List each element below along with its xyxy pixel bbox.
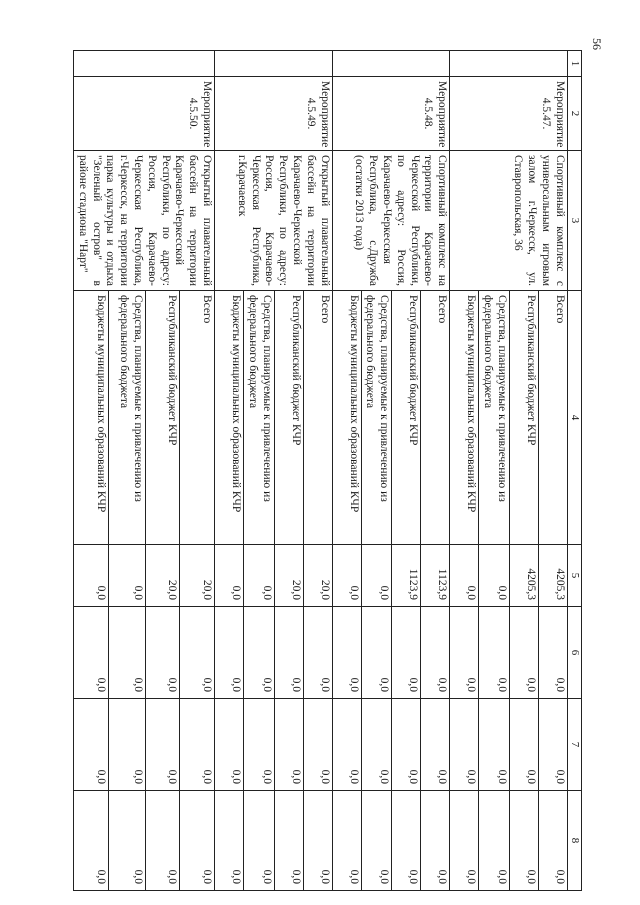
- value-cell: 0,0: [244, 607, 275, 699]
- value-cell: 0,0: [479, 699, 510, 791]
- value-cell: 0,0: [538, 607, 567, 699]
- value-cell: 20,0: [303, 545, 332, 607]
- value-cell: 0,0: [303, 791, 332, 891]
- measure-cell: Мероприятие 4.5.50.: [74, 77, 215, 151]
- value-cell: 0,0: [450, 545, 479, 607]
- value-cell: 0,0: [538, 791, 567, 891]
- value-cell: 0,0: [361, 545, 392, 607]
- value-cell: 0,0: [332, 607, 361, 699]
- value-cell: 0,0: [479, 545, 510, 607]
- value-cell: 0,0: [274, 699, 303, 791]
- source-cell: Средства, планируемые к привлечению из федерального бюджета: [479, 291, 510, 545]
- value-cell: 0,0: [303, 607, 332, 699]
- index-cell: [332, 51, 450, 77]
- index-cell: [450, 51, 568, 77]
- value-cell: 0,0: [244, 699, 275, 791]
- header-row: [567, 51, 581, 891]
- source-cell: Всего: [303, 291, 332, 545]
- value-cell: 0,0: [361, 699, 392, 791]
- value-cell: 4205,3: [538, 545, 567, 607]
- source-cell: Республиканский бюджет КЧР: [509, 291, 538, 545]
- value-cell: 0,0: [74, 545, 109, 607]
- value-cell: 0,0: [421, 699, 450, 791]
- value-cell: 0,0: [180, 607, 215, 699]
- index-cell: [215, 51, 333, 77]
- value-cell: 0,0: [479, 791, 510, 891]
- value-cell: 0,0: [450, 699, 479, 791]
- table-row: [538, 51, 567, 891]
- value-cell: 0,0: [392, 607, 421, 699]
- source-cell: Средства, планируемые к привлечению из федерального бюджета: [361, 291, 392, 545]
- value-cell: 0,0: [145, 699, 180, 791]
- value-cell: 0,0: [392, 791, 421, 891]
- value-cell: 0,0: [421, 607, 450, 699]
- value-cell: 1123,9: [392, 545, 421, 607]
- table-row: [180, 51, 215, 891]
- source-cell: Бюджеты муниципальных образований КЧР: [332, 291, 361, 545]
- header-cell: 1: [567, 51, 581, 77]
- value-cell: 0,0: [215, 791, 244, 891]
- value-cell: 0,0: [509, 791, 538, 891]
- source-cell: Республиканский бюджет КЧР: [274, 291, 303, 545]
- value-cell: 1123,9: [421, 545, 450, 607]
- value-cell: 0,0: [180, 791, 215, 891]
- value-cell: 0,0: [421, 791, 450, 891]
- value-cell: 0,0: [479, 607, 510, 699]
- value-cell: 0,0: [108, 545, 145, 607]
- value-cell: 0,0: [274, 607, 303, 699]
- value-cell: 0,0: [274, 791, 303, 891]
- measure-cell: Мероприятие 4.5.47.: [450, 77, 568, 151]
- table-row: [303, 51, 332, 891]
- measure-cell: Мероприятие 4.5.48.: [332, 77, 450, 151]
- page-number: 56: [590, 38, 604, 50]
- value-cell: 0,0: [392, 699, 421, 791]
- value-cell: 0,0: [538, 699, 567, 791]
- value-cell: 20,0: [145, 545, 180, 607]
- value-cell: 0,0: [361, 607, 392, 699]
- value-cell: 0,0: [332, 545, 361, 607]
- value-cell: 20,0: [180, 545, 215, 607]
- value-cell: 20,0: [274, 545, 303, 607]
- source-cell: Всего: [421, 291, 450, 545]
- value-cell: 0,0: [303, 699, 332, 791]
- source-cell: Средства, планируемые к привлечению из федерального бюджета: [108, 291, 145, 545]
- source-cell: Бюджеты муниципальных образований КЧР: [450, 291, 479, 545]
- value-cell: 0,0: [509, 607, 538, 699]
- source-cell: Бюджеты муниципальных образований КЧР: [215, 291, 244, 545]
- value-cell: 0,0: [450, 607, 479, 699]
- source-cell: Республиканский бюджет КЧР: [392, 291, 421, 545]
- header-cell: 2: [567, 77, 581, 151]
- object-cell: Спортивный комплекс с универсальным игровым залом г.Черкесск, ул. Ставропольская, 36: [450, 151, 568, 291]
- header-cell: 5: [567, 545, 581, 607]
- value-cell: 0,0: [180, 699, 215, 791]
- value-cell: 0,0: [145, 607, 180, 699]
- source-cell: Республиканский бюджет КЧР: [145, 291, 180, 545]
- source-cell: Всего: [538, 291, 567, 545]
- source-cell: Бюджеты муниципальных образований КЧР: [74, 291, 109, 545]
- source-cell: Всего: [180, 291, 215, 545]
- source-cell: Средства, планируемые к привлечению из федерального бюджета: [244, 291, 275, 545]
- value-cell: 0,0: [450, 791, 479, 891]
- header-cell: 6: [567, 607, 581, 699]
- value-cell: 0,0: [244, 791, 275, 891]
- value-cell: 0,0: [509, 699, 538, 791]
- value-cell: 0,0: [74, 607, 109, 699]
- object-cell: Спортивный комплекс на территории Карачаево-Черкесской Республики, по адресу: Россия, Карачаево-Черкесская Республика, с.Дружба (остатки 2013 года): [332, 151, 450, 291]
- measure-cell: Мероприятие 4.5.49.: [215, 77, 333, 151]
- header-cell: 4: [567, 291, 581, 545]
- value-cell: 0,0: [361, 791, 392, 891]
- value-cell: 0,0: [108, 607, 145, 699]
- rotated-page: [42, 50, 582, 890]
- value-cell: 0,0: [244, 545, 275, 607]
- header-cell: 3: [567, 151, 581, 291]
- budget-table: [73, 50, 582, 891]
- value-cell: 0,0: [74, 699, 109, 791]
- value-cell: 0,0: [332, 699, 361, 791]
- value-cell: 0,0: [215, 545, 244, 607]
- table-row: [421, 51, 450, 891]
- index-cell: [74, 51, 215, 77]
- value-cell: 0,0: [215, 607, 244, 699]
- header-cell: 7: [567, 699, 581, 791]
- value-cell: 0,0: [332, 791, 361, 891]
- value-cell: 4205,3: [509, 545, 538, 607]
- value-cell: 0,0: [108, 699, 145, 791]
- value-cell: 0,0: [215, 699, 244, 791]
- value-cell: 0,0: [108, 791, 145, 891]
- object-cell: Открытый плавательный бассейн на территории Карачаево-Черкесской Республики, по адресу: Россия, Карачаево-Черкесская Республика, г.Карачаевск: [215, 151, 333, 291]
- value-cell: 0,0: [145, 791, 180, 891]
- header-cell: 8: [567, 791, 581, 891]
- object-cell: Открытый плавательный бассейн на территории Карачаево-Черкесской Республики, по адресу: Россия, Карачаево-Черкесская Республика, г.Черкесск, на территории парка культуры и отдыха "Зеленый остров" в районе стадиона "Нарт": [74, 151, 215, 291]
- value-cell: 0,0: [74, 791, 109, 891]
